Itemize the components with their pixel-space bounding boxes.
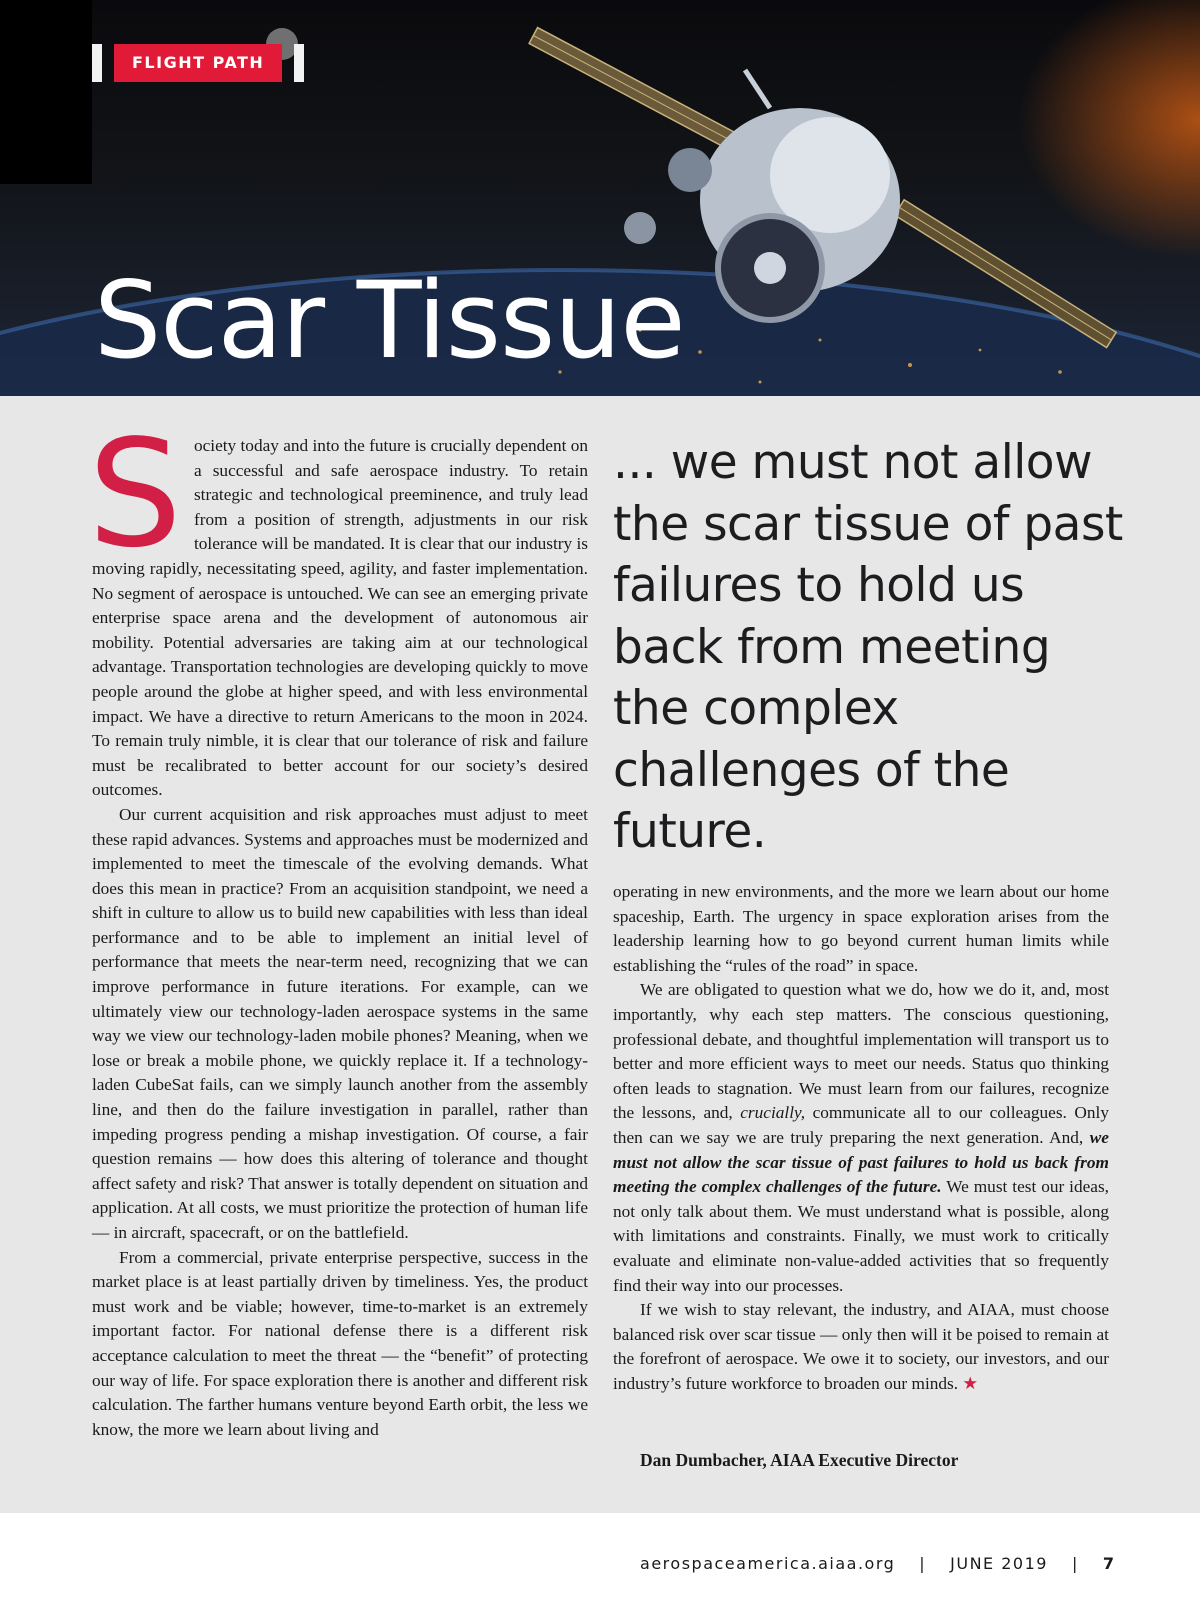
footer-separator: |	[919, 1554, 927, 1573]
label-right-bar	[294, 44, 304, 82]
label-left-bar	[92, 44, 102, 82]
page-footer	[640, 1550, 1114, 1578]
paragraph-5-text-a: We are obligated to question what we do, how we do it, and, most importantly, why each step matters. The conscious questioning, professional debate, and thoughtful implementation will transport us to better and more efficient ways to meet our needs. Status quo thinking often leads to stagnation. We must learn from our failures, recognize the lessons, and,	[613, 980, 1109, 1123]
paragraph-5	[613, 978, 1109, 1298]
article-body	[0, 396, 1200, 1513]
paragraph-4: operating in new environments, and the more we learn about our home spaceship, Earth. The urgency in space exploration arises from the leadership learning how to go beyond current human limits while establishing the “rules of the road” in space.	[613, 882, 1109, 975]
emphasis-key-statement: we must not allow the scar tissue of past failures to hold us back from meeting the complex challenges of the future.	[613, 1127, 1109, 1197]
hero-banner	[0, 0, 1200, 396]
paragraph-1	[88, 408, 588, 803]
article-title: Scar Tissue	[94, 259, 685, 382]
paragraph-5-text-b: communicate all to our colleagues. Only then can we say we are truly preparing the next generation. And,	[613, 1103, 1109, 1147]
footer-site: aerospaceamerica.aiaa.org	[640, 1554, 896, 1573]
paragraph-3: From a commercial, private enterprise perspective, success in the market place is at least partially driven by timeliness. Yes, the product must work and be viable; however, time-to-market is an extremely important factor. For national defense there is a different risk acceptance calculation to meet the threat — the “benefit” of protecting our way of life. For space exploration there is another and different risk calculation. The farther humans venture beyond Earth orbit, the less we know, the more we learn about living and	[92, 1247, 588, 1439]
paragraph-1-text: ociety today and into the future is crucially dependent on a successful and safe aerospace industry. To retain strategic and technological preeminence, and truly lead from a position of strength, adjustments in our risk tolerance will be mandated. It is clear that our industry is moving rapidly, necessitating speed, agility, and faster implementation. No segment of aerospace is untouched. We can see an emerging private enterprise space arena and the development of autonomous air mobility. Potential adversaries are taking aim at our technological advantage. Transportation technologies are developing quickly to move people around the globe at higher speed, and with less environmental impact. We have a directive to return Americans to the moon in 2024. To remain truly nimble, it is clear that our tolerance of risk and failure must be recalibrated to better account for our society’s desired outcomes.	[92, 436, 588, 800]
footer-issue: JUNE 2019	[950, 1554, 1048, 1573]
paragraph-2: Our current acquisition and risk approaches must adjust to meet these rapid advances. Systems and approaches must be modernized and implemented to meet the timescale of the evolving demands. What does this mean in practice? From an acquisition standpoint, we need a shift in culture to allow us to build new capabilities with less than ideal performance and to be able to implement an initial level of performance that meets the near-term need, recognizing that we can improve performance in future iterations. For example, can we ultimately view our technology-laden aerospace systems in the same way we view our technology-laden mobile phones? Meaning, when we lose or break a mobile phone, we quickly replace it. If a technology-laden CubeSat fails, can we simply launch another from the assembly line, and then do the failure investigation in parallel, rather than impeding progress pending a mishap investigation. Of course, a fair question remains — how does this altering of tolerance and thought affect safety and risk? That answer is totally dependent on situation and application. At all costs, we must prioritize the protection of human life — in aircraft, spacecraft, or on the battlefield.	[92, 804, 588, 1242]
section-label	[92, 44, 304, 82]
right-column	[613, 880, 1109, 1396]
page-number: 7	[1102, 1554, 1114, 1573]
pull-quote: ... we must not allow the scar tissue of past failures to hold us back from meeting the complex challenges of the future.	[613, 435, 1123, 859]
paragraph-5-text-c: We must test our ideas, not only talk about them. We must understand what is possible, along with limitations and constraints. Finally, we must work to critically evaluate and eliminate non-value-added activities that so frequently find their way into our processes.	[613, 1177, 1109, 1295]
footer-separator: |	[1071, 1554, 1079, 1573]
left-column	[88, 408, 588, 1442]
paragraph-6	[613, 1298, 1109, 1396]
section-label-text: FLIGHT PATH	[114, 44, 282, 82]
paragraph-6-text: If we wish to stay relevant, the industry, and AIAA, must choose balanced risk over scar tissue — only then will it be poised to remain at the forefront of aerospace. We owe it to society, our investors, and our industry’s future workforce to broaden our minds.	[613, 1300, 1109, 1393]
emphasis-crucially: crucially,	[740, 1103, 806, 1123]
drop-cap: S	[88, 408, 182, 580]
author-byline: Dan Dumbacher, AIAA Executive Director	[640, 1450, 959, 1470]
end-star-icon: ★	[962, 1373, 978, 1393]
